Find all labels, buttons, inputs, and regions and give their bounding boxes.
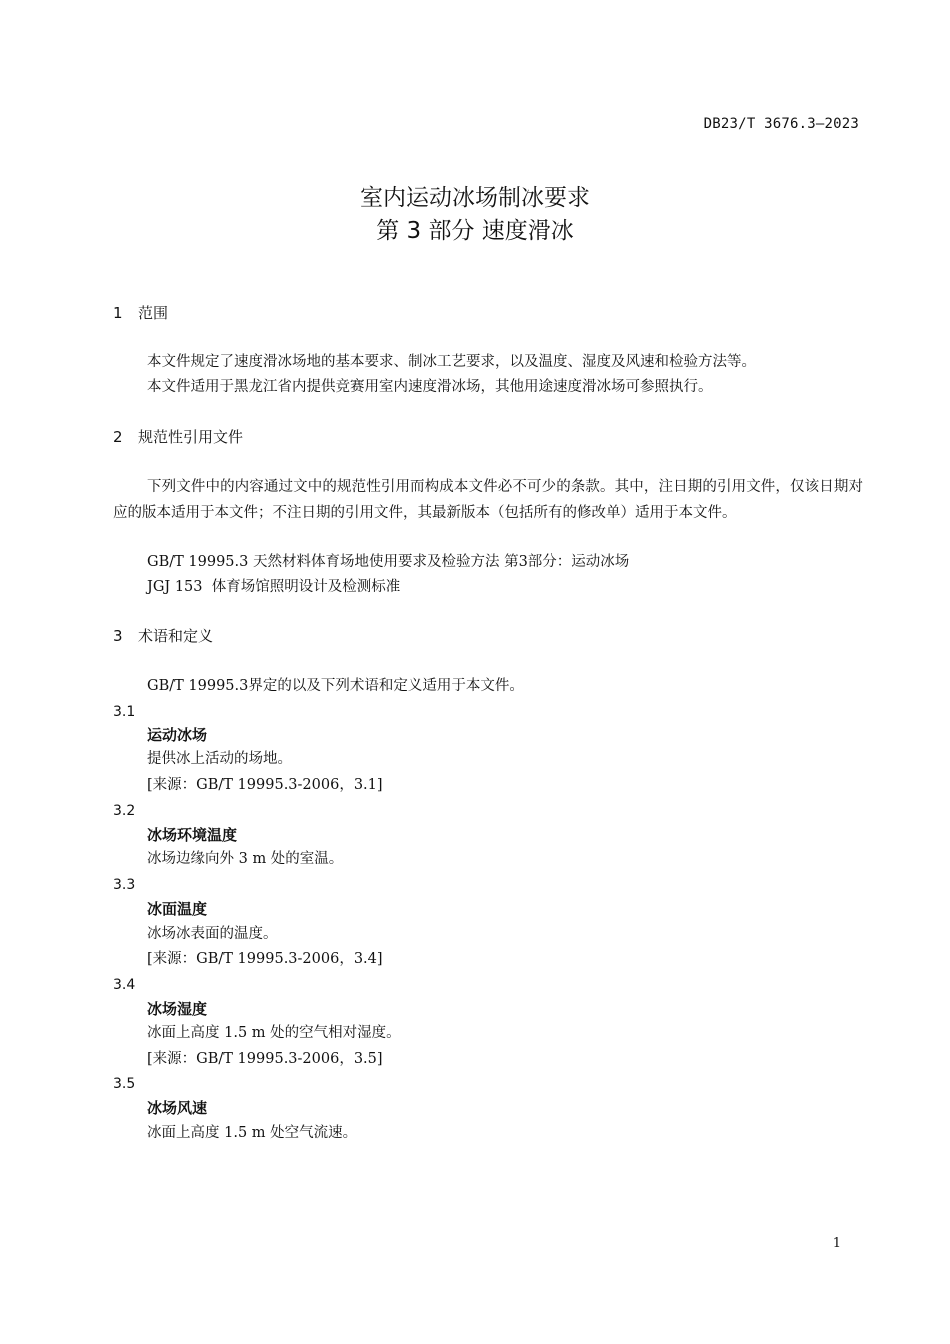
document-subtitle: 第 3 部分 速度滑冰 [376,218,574,244]
term-source: [来源：GB/T 19995.3-2006，3.4] [147,951,383,967]
term-definition: 提供冰上活动的场地。 [147,751,292,767]
term-title: 冰场风速 [147,1099,208,1117]
paragraph: 本文件适用于黑龙江省内提供竞赛用室内速度滑冰场，其他用途速度滑冰场可参照执行。 [147,379,713,395]
term-number: 3.4 [113,977,136,993]
term-number: 3.2 [113,803,136,819]
term-number: 3.3 [113,877,136,893]
paragraph: 本文件规定了速度滑冰场地的基本要求、制冰工艺要求，以及温度、湿度及风速和检验方法等。 [147,354,756,370]
section-title: 规范性引用文件 [138,428,244,446]
term-source: [来源：GB/T 19995.3-2006，3.1] [147,777,383,793]
term-definition: 冰场边缘向外 3 m 处的室温。 [147,851,344,867]
term-definition: 冰面上高度 1.5 m 处的空气相对湿度。 [147,1025,401,1041]
term-definition: 冰面上高度 1.5 m 处空气流速。 [147,1125,358,1141]
section-3-heading [113,625,213,647]
section-1-heading [113,302,168,324]
term-number: 3.5 [113,1076,136,1092]
term-source: [来源：GB/T 19995.3-2006，3.5] [147,1051,383,1067]
term-title: 运动冰场 [147,726,208,744]
section-number: 1 [113,304,123,322]
paragraph: 下列文件中的内容通过文中的规范性引用而构成本文件必不可少的条款。其中，注日期的引用文件，仅该日期对应的版本适用于本文件；不注日期的引用文件，其最新版本（包括所有的修改单）适用于本文件。 [113,479,863,521]
term-number: 3.1 [113,704,136,720]
term-title: 冰场环境温度 [147,826,238,844]
section-number: 2 [113,428,123,446]
page-number: 1 [832,1236,841,1251]
section-title: 术语和定义 [138,627,214,645]
term-title: 冰场湿度 [147,1000,208,1018]
document-code: DB23/T 3676.3—2023 [703,116,859,132]
term-definition: 冰场冰表面的温度。 [147,926,278,942]
reference-item: GB/T 19995.3 天然材料体育场地使用要求及检验方法 第3部分：运动冰场 [147,554,630,570]
reference-item: JGJ 153 体育场馆照明设计及检测标准 [147,579,401,595]
section-2-heading [113,426,243,448]
paragraph: GB/T 19995.3界定的以及下列术语和定义适用于本文件。 [147,678,524,694]
section-number: 3 [113,627,123,645]
term-title: 冰面温度 [147,900,208,918]
section-title: 范围 [138,304,169,322]
document-title: 室内运动冰场制冰要求 [360,185,590,211]
